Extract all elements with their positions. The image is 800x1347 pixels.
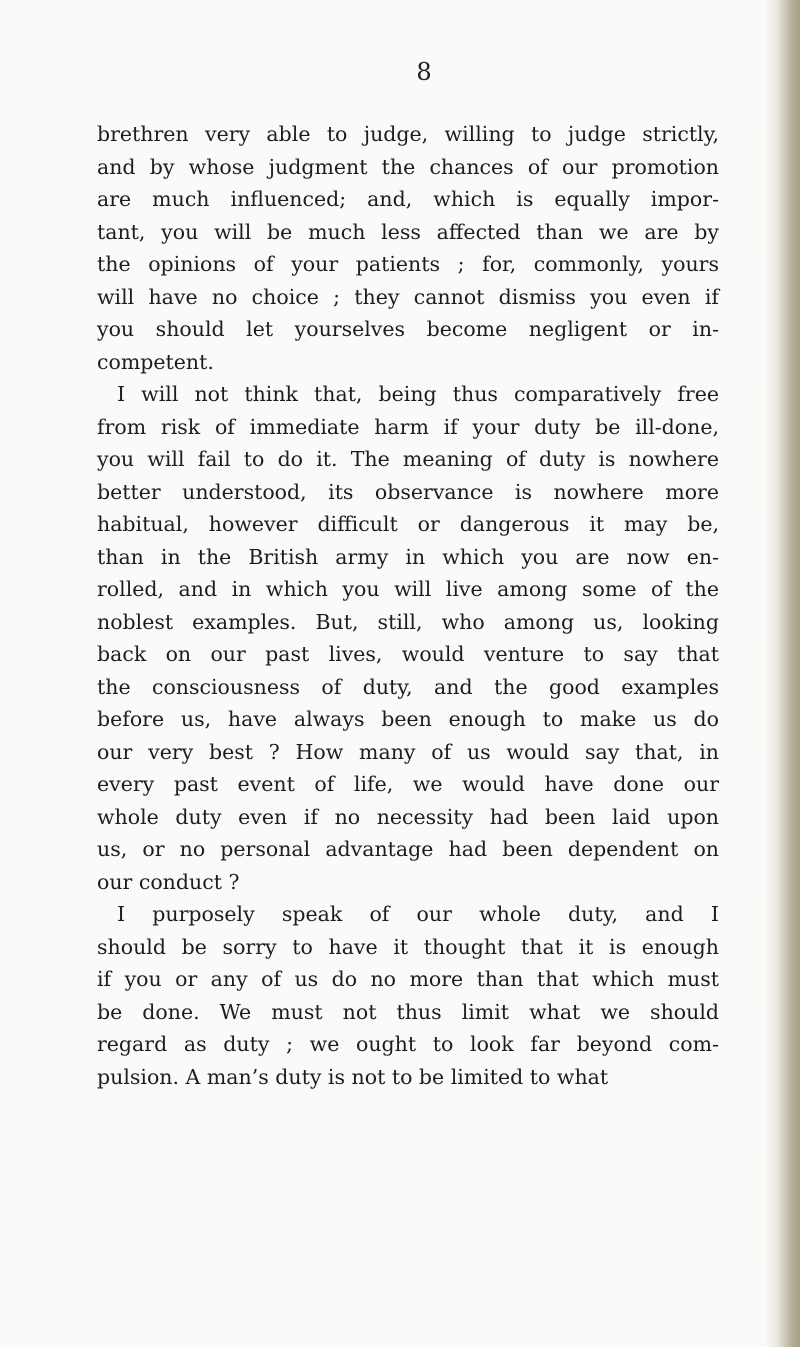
text-line: habitual, however difficult or dangerous it may be, [97,512,719,536]
text-line: will have no choice ; they cannot dismiss you even if [97,284,719,309]
text-line: the opinions of your patients ; for, commonly, yours [97,252,719,276]
text-line: competent. [97,349,214,374]
text-line: regard as duty ; we ought to look far beyond com- [97,1032,719,1056]
text-line: every past event of life, we would have done our [97,772,719,796]
body-text [97,118,719,1093]
text-line: should be sorry to have it thought that it is enough [97,934,719,959]
text-line: back on our past lives, would venture to say that [97,642,719,666]
binding-shadow [764,0,778,1347]
text-line: and by whose judgment the chances of our promotion [97,154,719,179]
text-line: tant, you will be much less affected than we are by [97,219,719,244]
text-line: I purposely speak of our whole duty, and I [117,902,719,926]
text-line: if you or any of us do no more than that which must [97,967,719,991]
text-line: our very best ? How many of us would say that, in [97,739,719,764]
text-line: our conduct ? [97,869,240,894]
text-line: whole duty even if no necessity had been laid upon [97,804,719,829]
text-line: better understood, its observance is nowhere more [97,479,719,504]
text-line: noblest examples. But, still, who among us, looking [97,609,719,634]
text-line: rolled, and in which you will live among some of the [97,577,719,601]
text-line: you will fail to do it. The meaning of duty is nowhere [97,447,719,471]
text-line: brethren very able to judge, willing to judge strictly, [97,122,719,146]
text-line: be done. We must not thus limit what we should [97,999,719,1024]
text-line: us, or no personal advantage had been dependent on [97,837,719,861]
text-line: from risk of immediate harm if your duty be ill-done, [97,414,719,439]
text-line: the consciousness of duty, and the good examples [97,674,719,699]
text-line: you should let yourselves become negligent or in- [97,317,719,341]
text-line: before us, have always been enough to make us do [97,707,719,731]
page-number: 8 [416,58,432,86]
text-line: than in the British army in which you are now en- [97,544,719,569]
text-line: I will not think that, being thus comparatively free [117,382,719,406]
text-line: pulsion. A man’s duty is not to be limited to what [97,1064,609,1089]
binding-edge [778,0,800,1347]
text-line: are much influenced; and, which is equally impor- [97,187,719,211]
